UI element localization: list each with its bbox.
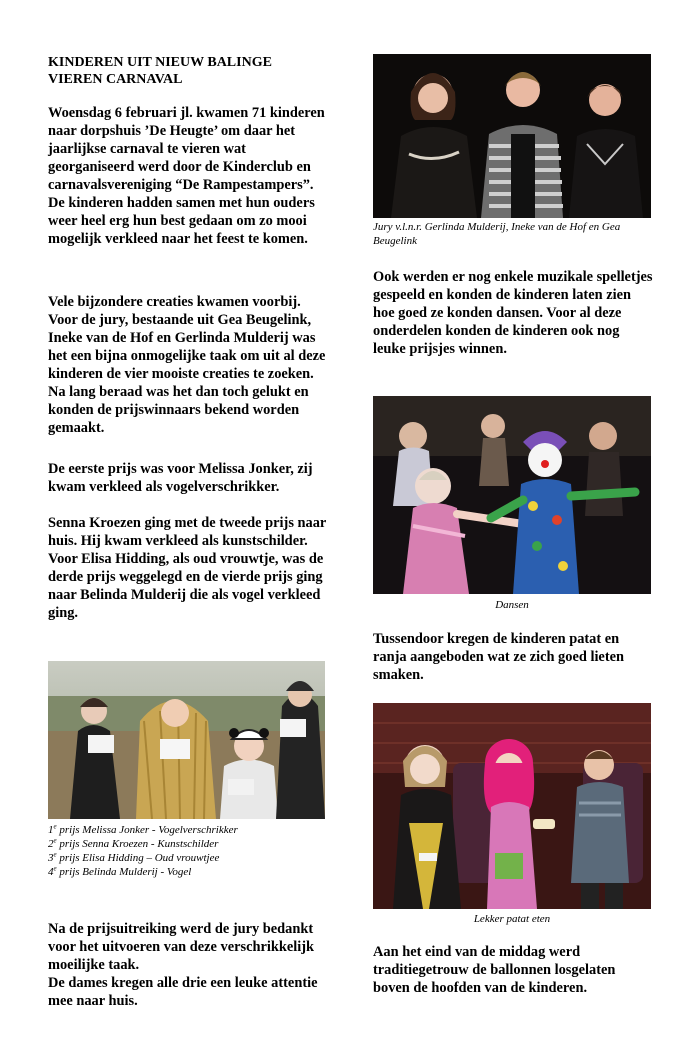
- prize-ordinal: e: [53, 822, 57, 831]
- prize-text: prijs Elisa Hidding – Oud vrouwtjee: [56, 852, 220, 864]
- prize-number: 3: [48, 852, 54, 864]
- paragraph-balloons: Aan het eind van de middag werd traditiegetrouw de ballonnen losgelaten boven de hoofden van de kinderen.: [373, 944, 616, 996]
- paragraph-gift: De dames kregen alle drie een leuke attentie mee naar huis.: [48, 975, 318, 1009]
- prize-caption-line: [48, 865, 333, 879]
- prize-text: prijs Melissa Jonker - Vogelverschrikker: [56, 824, 238, 836]
- article-title: KINDEREN UIT NIEUW BALINGE VIEREN CARNAVAL: [48, 55, 272, 87]
- prize-caption-line: [48, 823, 333, 837]
- eat-caption: Lekker patat eten: [473, 913, 551, 925]
- paragraph-other-prizes: Senna Kroezen ging met de tweede prijs naar huis. Hij kwam verkleed als kunstschilder. Voor Elisa Hidding, als oud vrouwtje, was de derde prijs weggelegd en de vierde prijs ging naar Belinda Mulderij die als vogel verkleed ging.: [48, 515, 327, 621]
- jury-photo: [373, 54, 651, 218]
- prize-ordinal: e: [53, 836, 57, 845]
- prizes-caption: [48, 823, 333, 879]
- prize-text: prijs Belinda Mulderij - Vogel: [56, 866, 192, 878]
- paragraph-jury: Vele bijzondere creaties kwamen voorbij. Voor de jury, bestaande uit Gea Beugelink, Ineke van de Hof en Gerlinda Mulderij was het een bijna onmogelijke taak om uit al deze kinderen de vier mooiste creaties te zoeken. Na lang beraad was het dan toch gelukt en konden de prijswinnaars bekend worden gemaakt.: [48, 294, 326, 436]
- paragraph-games: Ook werden er nog enkele muzikale spelletjes gespeeld en konden de kinderen laten zien hoe goed ze konden dansen. Voor al deze onderdelen konden de kinderen ook nog leuke prijsjes winnen.: [373, 269, 653, 357]
- prize-caption-line: [48, 837, 333, 851]
- paragraph-thanks: Na de prijsuitreiking werd de jury bedankt voor het uitvoeren van deze verschrikkelijk moeilijke taak.: [48, 921, 315, 973]
- jury-caption: Jury v.l.n.r. Gerlinda Mulderij, Ineke van de Hof en Gea Beugelink: [373, 221, 621, 247]
- prize-number: 4: [48, 866, 54, 878]
- prize-ordinal: e: [53, 850, 57, 859]
- prize-number: 2: [48, 838, 54, 850]
- winners-photo: [48, 661, 325, 819]
- prize-text: prijs Senna Kroezen - Kunstschilder: [56, 838, 219, 850]
- eating-photo: [373, 703, 651, 909]
- prize-ordinal: e: [53, 864, 57, 873]
- dance-caption: Dansen: [495, 599, 529, 611]
- prize-caption-line: [48, 851, 333, 865]
- paragraph-fries: Tussendoor kregen de kinderen patat en ranja aangeboden wat ze zich goed lieten smaken.: [373, 631, 625, 683]
- dancing-photo: [373, 396, 651, 594]
- prize-number: 1: [48, 824, 54, 836]
- paragraph-intro: Woensdag 6 februari jl. kwamen 71 kinderen naar dorpshuis ’De Heugte’ om daar het jaarlijkse carnaval te vieren wat georganiseerd werd door de Kinderclub en carnavalsvereniging “De Rampestampers”. De kinderen hadden samen met hun ouders weer heel erg hun best gedaan om zo mooi mogelijk verkleed naar het feest te komen.: [48, 105, 325, 247]
- paragraph-first-prize: De eerste prijs was voor Melissa Jonker, zij kwam verkleed als vogelverschrikker.: [48, 461, 313, 495]
